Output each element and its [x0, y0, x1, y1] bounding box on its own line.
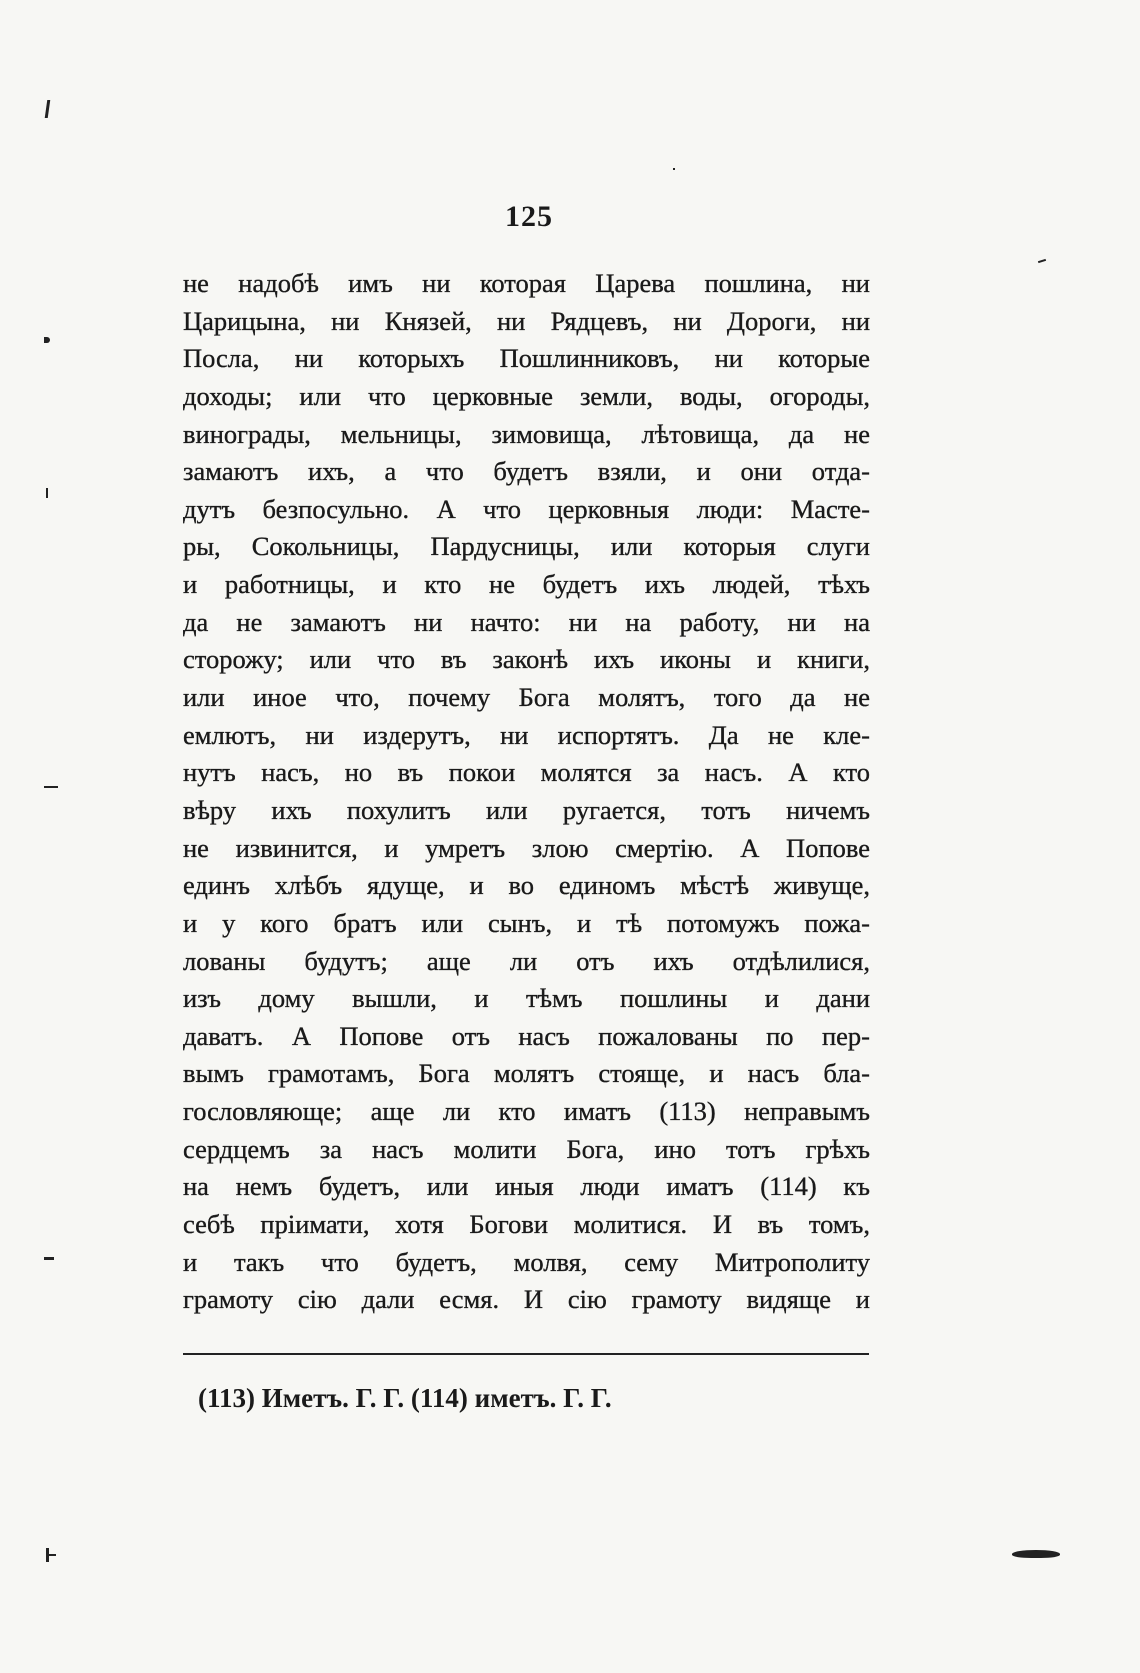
- scan-speck: [44, 1257, 54, 1260]
- scan-speck: [673, 168, 675, 170]
- text-line: вѣру ихъ похулитъ или ругается, тотъ ничемъ: [183, 794, 870, 825]
- text-line: и у кого братъ или сынъ, и тѣ потомужъ пожа-: [183, 907, 870, 938]
- text-line: сердцемъ за насъ молити Бога, ино тотъ грѣхъ: [183, 1133, 870, 1164]
- scan-speck: [45, 100, 51, 118]
- text-line: винограды, мельницы, зимовища, лѣтовища, да не: [183, 418, 870, 449]
- text-line: Царицына, ни Князей, ни Рядцевъ, ни Дороги, ни: [183, 305, 870, 336]
- text-line: да не замаютъ ни начто: ни на работу, ни на: [183, 606, 870, 637]
- text-line: емлютъ, ни издерутъ, ни испортятъ. Да не кле-: [183, 719, 870, 750]
- text-line: изъ дому вышли, и тѣмъ пошлины и дани: [183, 983, 870, 1014]
- scan-speck: [46, 1554, 56, 1556]
- text-line: вымъ грамотамъ, Бога молятъ стояще, и насъ бла-: [183, 1058, 870, 1089]
- text-line: нутъ насъ, но въ покои молятся за насъ. А кто: [183, 757, 870, 788]
- scan-speck: [46, 488, 48, 498]
- text-line: Посла, ни которыхъ Пошлинниковъ, ни которые: [183, 343, 870, 374]
- text-line: сторожу; или что въ законѣ ихъ иконы и книги,: [183, 644, 870, 675]
- text-line: и работницы, и кто не будетъ ихъ людей, тѣхъ: [183, 569, 870, 600]
- text-line: лованы будутъ; аще ли отъ ихъ отдѣлилися,: [183, 945, 870, 976]
- text-line: грамоту сію дали есмя. И сію грамоту видяще и: [183, 1284, 870, 1315]
- text-line: или иное что, почему Бога молятъ, того да не: [183, 682, 870, 713]
- text-line: единъ хлѣбъ ядуще, и во единомъ мѣстѣ живуще,: [183, 870, 870, 901]
- text-line: себѣ пріимати, хотя Богови молитися. И въ томъ,: [183, 1209, 870, 1240]
- page-number: 125: [505, 200, 553, 233]
- text-line: не надобѣ имъ ни которая Царева пошлина, ни: [183, 268, 870, 298]
- text-line: и такъ что будетъ, молвя, сему Митрополиту: [183, 1246, 870, 1277]
- text-line: доходы; или что церковные земли, воды, огороды,: [183, 380, 870, 411]
- text-line: гословляюще; аще ли кто иматъ (113) неправымъ: [183, 1096, 870, 1127]
- text-line: замаютъ ихъ, а что будетъ взяли, и они отда-: [183, 456, 870, 487]
- body-text: [183, 265, 870, 1319]
- text-line: на немъ будетъ, или иныя люди иматъ (114) къ: [183, 1171, 870, 1202]
- scan-speck: [44, 786, 58, 788]
- scan-speck: [1012, 1550, 1060, 1558]
- scan-speck: [44, 337, 50, 343]
- text-line: ры, Сокольницы, Пардусницы, или которыя слуги: [183, 531, 870, 562]
- text-line: дутъ безпосульно. А что церковныя люди: Масте-: [183, 493, 870, 524]
- text-line: не извинится, и умретъ злою смертію. А Попове: [183, 832, 870, 863]
- scan-speck: [1038, 259, 1046, 263]
- footnote: (113) Иметъ. Г. Г. (114) иметъ. Г. Г.: [198, 1383, 612, 1413]
- text-line: даватъ. А Попове отъ насъ пожалованы по пер-: [183, 1020, 870, 1051]
- footnote-rule: [183, 1353, 869, 1355]
